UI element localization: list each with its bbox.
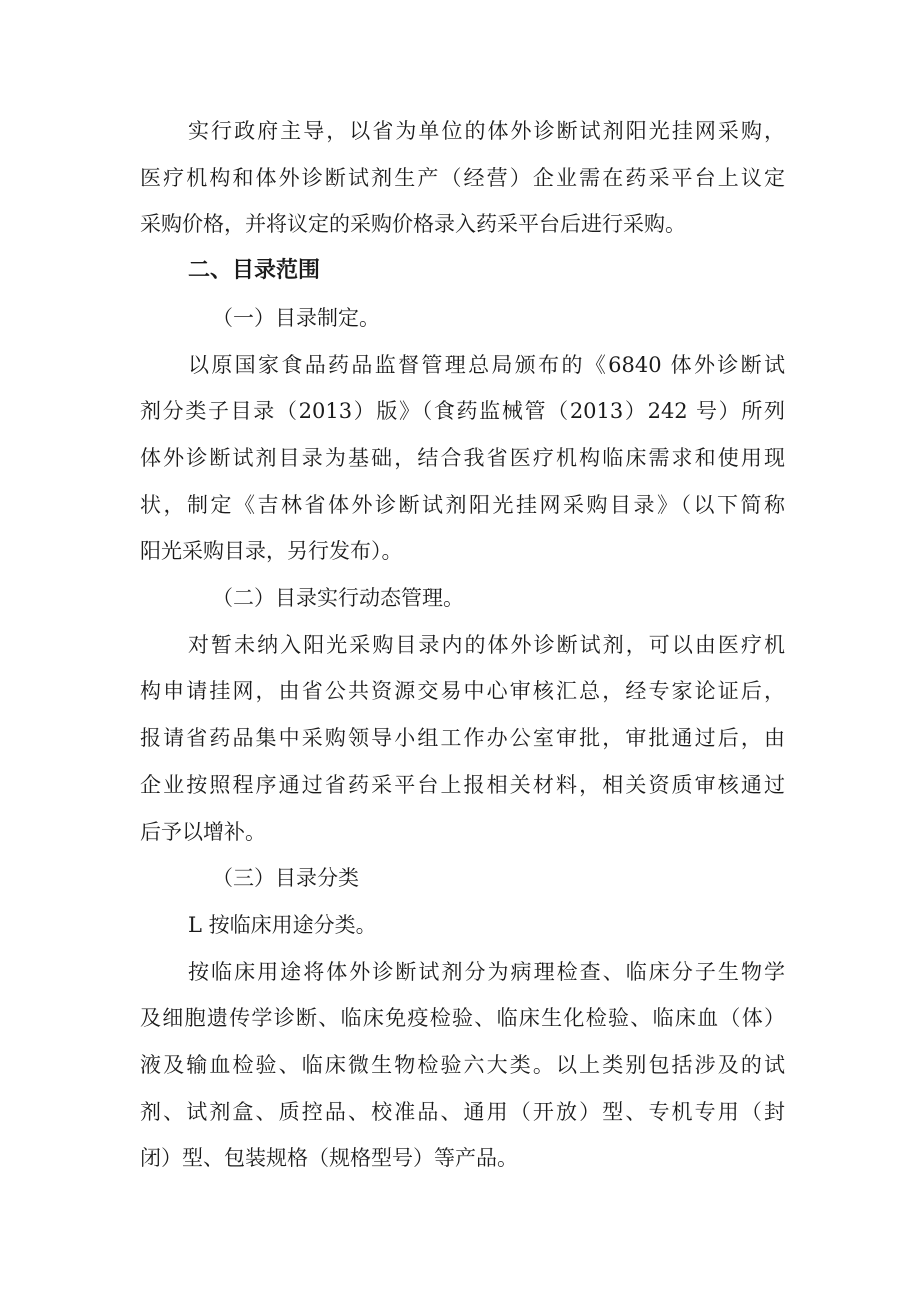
subheading-catalog-classification — [140, 855, 785, 902]
text-line: 体外诊断试剂目录为基础，结合我省医疗机构临床需求和使用现 — [140, 445, 785, 470]
text-line: 闭）型、包装规格（规格型号）等产品。 — [140, 1146, 518, 1171]
text-line: 剂、试剂盒、质控品、校准品、通用（开放）型、专机专用（封 — [140, 1099, 785, 1124]
text-line: 以原国家食品药品监督管理总局颁布的《6840 体外诊断试 — [188, 352, 785, 377]
text-line: 及细胞遗传学诊断、临床免疫检验、临床生化检验、临床血（体） — [140, 1006, 785, 1031]
paragraph-catalog-formulation — [140, 342, 785, 576]
text-line: （三）目录分类 — [212, 866, 359, 891]
paragraph-dynamic-management — [140, 622, 785, 856]
text-line: 构申请挂网，由省公共资源交易中心审核汇总，经专家论证后， — [140, 679, 785, 704]
text-line: 状，制定《吉林省体外诊断试剂阳光挂网采购目录》（以下简称 — [140, 492, 785, 517]
text-line: 剂分类子目录（2013）版》（食药监械管（2013）242 号）所列 — [140, 399, 785, 424]
text-line: 按临床用途将体外诊断试剂分为病理检查、临床分子生物学 — [188, 959, 785, 984]
paragraph-procurement-intro — [140, 108, 785, 248]
text-line: L 按临床用途分类。 — [188, 912, 377, 937]
text-line: 企业按照程序通过省药采平台上报相关材料，相关资质审核通过 — [140, 772, 785, 797]
paragraph-clinical-use-classification — [140, 949, 785, 1183]
text-line: 采购价格，并将议定的采购价格录入药采平台后进行采购。 — [140, 212, 686, 237]
section-heading-catalog-scope: 二、目录范围 — [188, 258, 321, 284]
text-line: 阳光采购目录，另行发布）。 — [140, 539, 403, 564]
text-line: 医疗机构和体外诊断试剂生产（经营）企业需在药采平台上议定 — [140, 165, 785, 190]
subheading-clinical-use-classification — [140, 902, 785, 949]
subheading-dynamic-management — [140, 575, 785, 622]
text-line: 后予以增补。 — [140, 819, 266, 844]
subheading-catalog-formulation — [140, 295, 785, 342]
text-line: 报请省药品集中采购领导小组工作办公室审批，审批通过后，由 — [140, 726, 785, 751]
text-line: 对暂未纳入阳光采购目录内的体外诊断试剂，可以由医疗机 — [188, 632, 785, 657]
text-line: 液及输血检验、临床微生物检验六大类。以上类别包括涉及的试 — [140, 1053, 785, 1078]
text-line: （二）目录实行动态管理。 — [212, 586, 464, 611]
text-line: 实行政府主导，以省为单位的体外诊断试剂阳光挂网采购， — [188, 119, 785, 143]
document-page — [140, 108, 785, 1182]
text-line: （一）目录制定。 — [212, 305, 380, 330]
